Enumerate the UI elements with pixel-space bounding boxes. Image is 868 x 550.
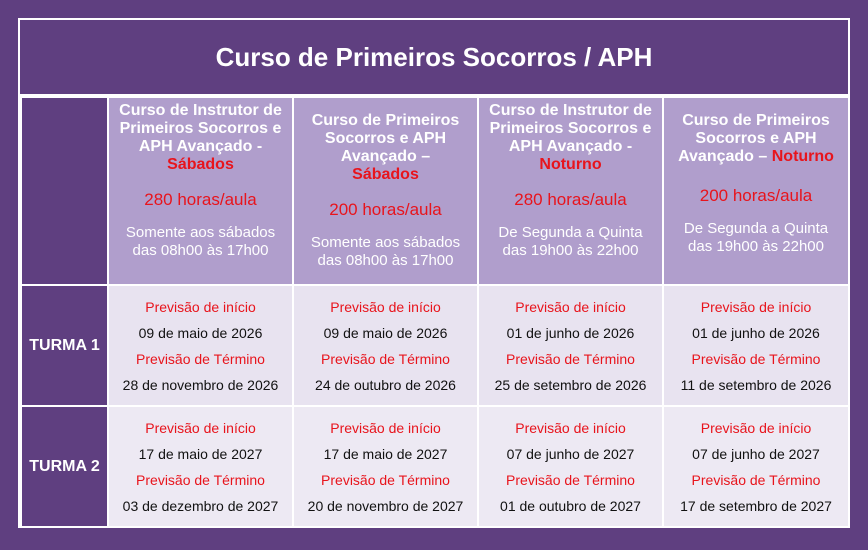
turma-cell bbox=[478, 285, 663, 406]
turma-cell bbox=[663, 406, 849, 527]
turma-cell bbox=[108, 285, 293, 406]
start-label: Previsão de início bbox=[145, 419, 256, 436]
turma-label: TURMA 1 bbox=[21, 285, 108, 406]
course-name-highlight: Noturno bbox=[539, 156, 602, 173]
end-label: Previsão de Término bbox=[136, 471, 265, 488]
start-label: Previsão de início bbox=[700, 298, 812, 315]
course-hours: 200 horas/aula bbox=[699, 186, 813, 205]
turma-cell bbox=[108, 406, 293, 527]
course-schedule bbox=[485, 224, 656, 260]
course-name bbox=[670, 102, 842, 166]
course-name-text: Curso de Primeiros Socorros e APH Avançado – bbox=[678, 112, 830, 165]
course-name bbox=[115, 102, 286, 174]
turma-cell bbox=[663, 285, 849, 406]
course-header-3 bbox=[478, 97, 663, 285]
start-label: Previsão de início bbox=[145, 298, 256, 315]
schedule-hours: das 08h00 às 17h00 bbox=[317, 252, 454, 269]
start-date: 09 de maio de 2026 bbox=[323, 324, 448, 341]
course-name bbox=[300, 102, 471, 184]
course-name-text: Curso de Instrutor de Primeiros Socorros e APH Avançado - bbox=[489, 102, 652, 155]
schedule-frame bbox=[18, 18, 850, 528]
start-date: 01 de junho de 2026 bbox=[692, 324, 820, 341]
start-date: 07 de junho de 2027 bbox=[692, 445, 820, 462]
end-date: 25 de setembro de 2026 bbox=[494, 376, 647, 393]
course-schedule bbox=[300, 234, 471, 270]
end-date: 28 de novembro de 2026 bbox=[122, 376, 279, 393]
end-label: Previsão de Término bbox=[506, 350, 635, 367]
start-date: 17 de maio de 2027 bbox=[138, 445, 263, 462]
course-hours: 280 horas/aula bbox=[144, 190, 257, 209]
schedule-days: Somente aos sábados bbox=[125, 224, 276, 241]
course-header-row bbox=[21, 97, 849, 285]
end-date: 01 de outubro de 2027 bbox=[500, 497, 641, 514]
schedule-table bbox=[20, 96, 850, 528]
start-label: Previsão de início bbox=[700, 419, 812, 436]
schedule-days: De Segunda a Quinta bbox=[683, 220, 829, 237]
course-schedule bbox=[670, 220, 842, 256]
schedule-hours: das 08h00 às 17h00 bbox=[132, 242, 269, 259]
course-name bbox=[485, 102, 656, 174]
end-date: 24 de outubro de 2026 bbox=[315, 376, 456, 393]
turma-cell bbox=[293, 285, 478, 406]
course-name-highlight: Sábados bbox=[352, 166, 419, 183]
course-header-2 bbox=[293, 97, 478, 285]
course-schedule bbox=[115, 224, 286, 260]
course-name-text: Curso de Instrutor de Primeiros Socorros e APH Avançado - bbox=[119, 102, 282, 155]
turma-cell bbox=[293, 406, 478, 527]
end-date: 17 de setembro de 2027 bbox=[680, 497, 832, 514]
corner-cell bbox=[21, 97, 108, 285]
course-name-highlight: Noturno bbox=[771, 148, 834, 165]
start-label: Previsão de início bbox=[330, 298, 441, 315]
end-label: Previsão de Término bbox=[321, 471, 450, 488]
end-label: Previsão de Término bbox=[321, 350, 450, 367]
course-header-4 bbox=[663, 97, 849, 285]
schedule-days: Somente aos sábados bbox=[310, 234, 461, 251]
start-label: Previsão de início bbox=[515, 298, 626, 315]
start-date: 09 de maio de 2026 bbox=[138, 324, 263, 341]
page-title: Curso de Primeiros Socorros / APH bbox=[20, 20, 848, 96]
course-hours: 200 horas/aula bbox=[329, 200, 442, 219]
turma-row-1 bbox=[21, 285, 849, 406]
course-header-1 bbox=[108, 97, 293, 285]
start-label: Previsão de início bbox=[515, 419, 626, 436]
turma-cell bbox=[478, 406, 663, 527]
schedule-hours: das 19h00 às 22h00 bbox=[502, 242, 639, 259]
course-name-highlight: Sábados bbox=[167, 156, 234, 173]
turma-label: TURMA 2 bbox=[21, 406, 108, 527]
end-label: Previsão de Término bbox=[136, 350, 265, 367]
end-label: Previsão de Término bbox=[506, 471, 635, 488]
course-name-text: Curso de Primeiros Socorros e APH Avançado – bbox=[311, 112, 460, 165]
schedule-days: De Segunda a Quinta bbox=[498, 224, 643, 241]
start-label: Previsão de início bbox=[330, 419, 441, 436]
schedule-hours: das 19h00 às 22h00 bbox=[688, 238, 824, 255]
start-date: 01 de junho de 2026 bbox=[506, 324, 635, 341]
start-date: 17 de maio de 2027 bbox=[323, 445, 448, 462]
end-label: Previsão de Término bbox=[691, 350, 821, 367]
end-date: 20 de novembro de 2027 bbox=[307, 497, 464, 514]
start-date: 07 de junho de 2027 bbox=[506, 445, 635, 462]
course-hours: 280 horas/aula bbox=[514, 190, 627, 209]
end-date: 03 de dezembro de 2027 bbox=[122, 497, 279, 514]
turma-row-2 bbox=[21, 406, 849, 527]
end-label: Previsão de Término bbox=[691, 471, 821, 488]
end-date: 11 de setembro de 2026 bbox=[680, 376, 832, 393]
